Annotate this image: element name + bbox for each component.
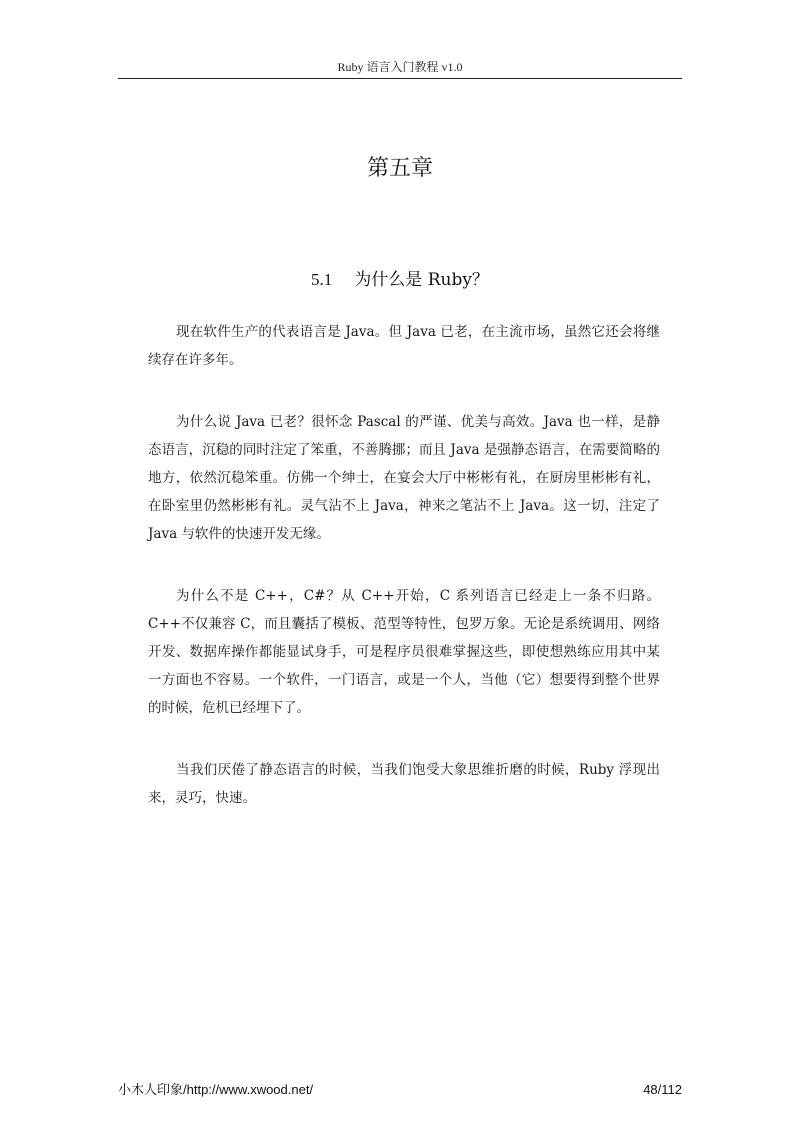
page-number: 48/112 bbox=[643, 1082, 682, 1097]
paragraph: 当我们厌倦了静态语言的时候，当我们饱受大象思维折磨的时候，Ruby 浮现出来，灵巧，快速。 bbox=[148, 762, 660, 806]
page-footer bbox=[118, 1080, 682, 1100]
footer-source-link[interactable]: 小木人印象/http://www.xwood.net/ bbox=[118, 1082, 314, 1097]
body-text bbox=[148, 318, 660, 846]
section-heading bbox=[118, 266, 682, 294]
running-header: Ruby 语言入门教程 v1.0 bbox=[337, 60, 463, 74]
section-number: 5.1 bbox=[311, 270, 333, 289]
paragraph: 为什么说 Java 已老？很怀念 Pascal 的严谨、优美与高效。Java 也一样，是静态语言，沉稳的同时注定了笨重，不善腾挪；而且 Java 是强静态语言，在需要简略的地方，依然沉稳笨重。仿佛一个绅士，在宴会大厅中彬彬有礼，在厨房里彬彬有礼，在卧室里仍然彬彬有礼。灵气沾不上 Java，神来之笔沾不上 Java。这一切，注定了 Java 与软件的快速开发无缘。 bbox=[148, 414, 660, 542]
section-title: 为什么是 Ruby？ bbox=[354, 270, 489, 290]
paragraph: 为什么不是 C++，C#？从 C++开始，C 系列语言已经走上一条不归路。C++不仅兼容 C，而且囊括了模板、范型等特性，包罗万象。无论是系统调用、网络开发、数据库操作都能显试身手，可是程序员很难掌握这些，即使想熟练应用其中某一方面也不容易。一个软件，一门语言，或是一个人，当他（它）想要得到整个世界的时候，危机已经埋下了。 bbox=[148, 588, 660, 716]
chapter-title: 第五章 bbox=[366, 156, 433, 181]
header-rule bbox=[118, 78, 682, 79]
paragraph: 现在软件生产的代表语言是 Java。但 Java 已老，在主流市场，虽然它还会将继续存在许多年。 bbox=[148, 324, 660, 368]
